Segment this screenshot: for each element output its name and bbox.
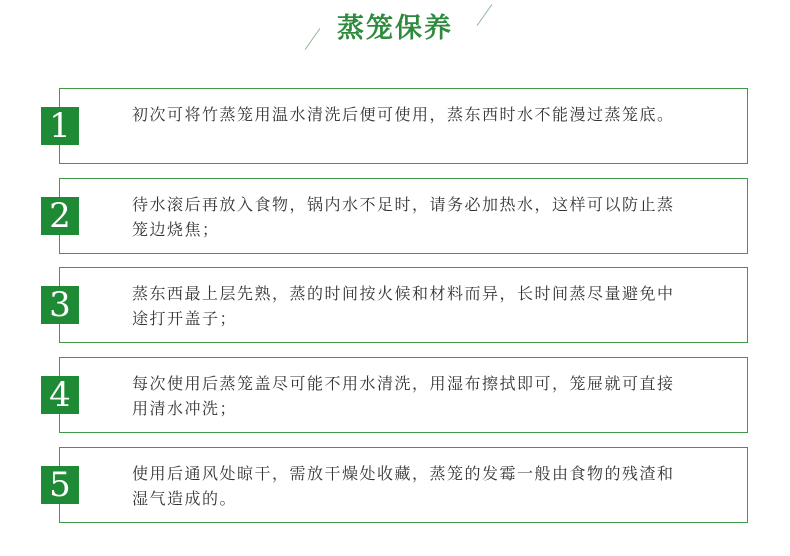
step-text: 每次使用后蒸笼盖尽可能不用水清洗，用湿布擦拭即可，笼屉就可直接用清水冲洗； [132,374,675,418]
step-number-badge: 4 [41,376,79,414]
list-item [49,88,748,164]
step-text: 初次可将竹蒸笼用温水清洗后便可使用，蒸东西时水不能漫过蒸笼底。 [132,105,675,124]
step-number-badge: 3 [41,286,79,324]
step-text: 使用后通风处晾干，需放干燥处收藏，蒸笼的发霉一般由食物的残渣和湿气造成的。 [132,464,675,508]
step-number-badge: 2 [41,197,79,235]
step-text: 待水滚后再放入食物，锅内水不足时，请务必加热水，这样可以防止蒸笼边烧焦； [132,195,675,239]
list-item [49,267,748,343]
list-item [49,357,748,433]
step-number-badge: 1 [41,107,79,145]
step-number-badge: 5 [41,466,79,504]
step-text: 蒸东西最上层先熟，蒸的时间按火候和材料而异，长时间蒸尽量避免中途打开盖子； [132,284,675,328]
list-item [49,447,748,523]
list-item [49,178,748,254]
page-title: 蒸笼保养 [337,13,453,44]
